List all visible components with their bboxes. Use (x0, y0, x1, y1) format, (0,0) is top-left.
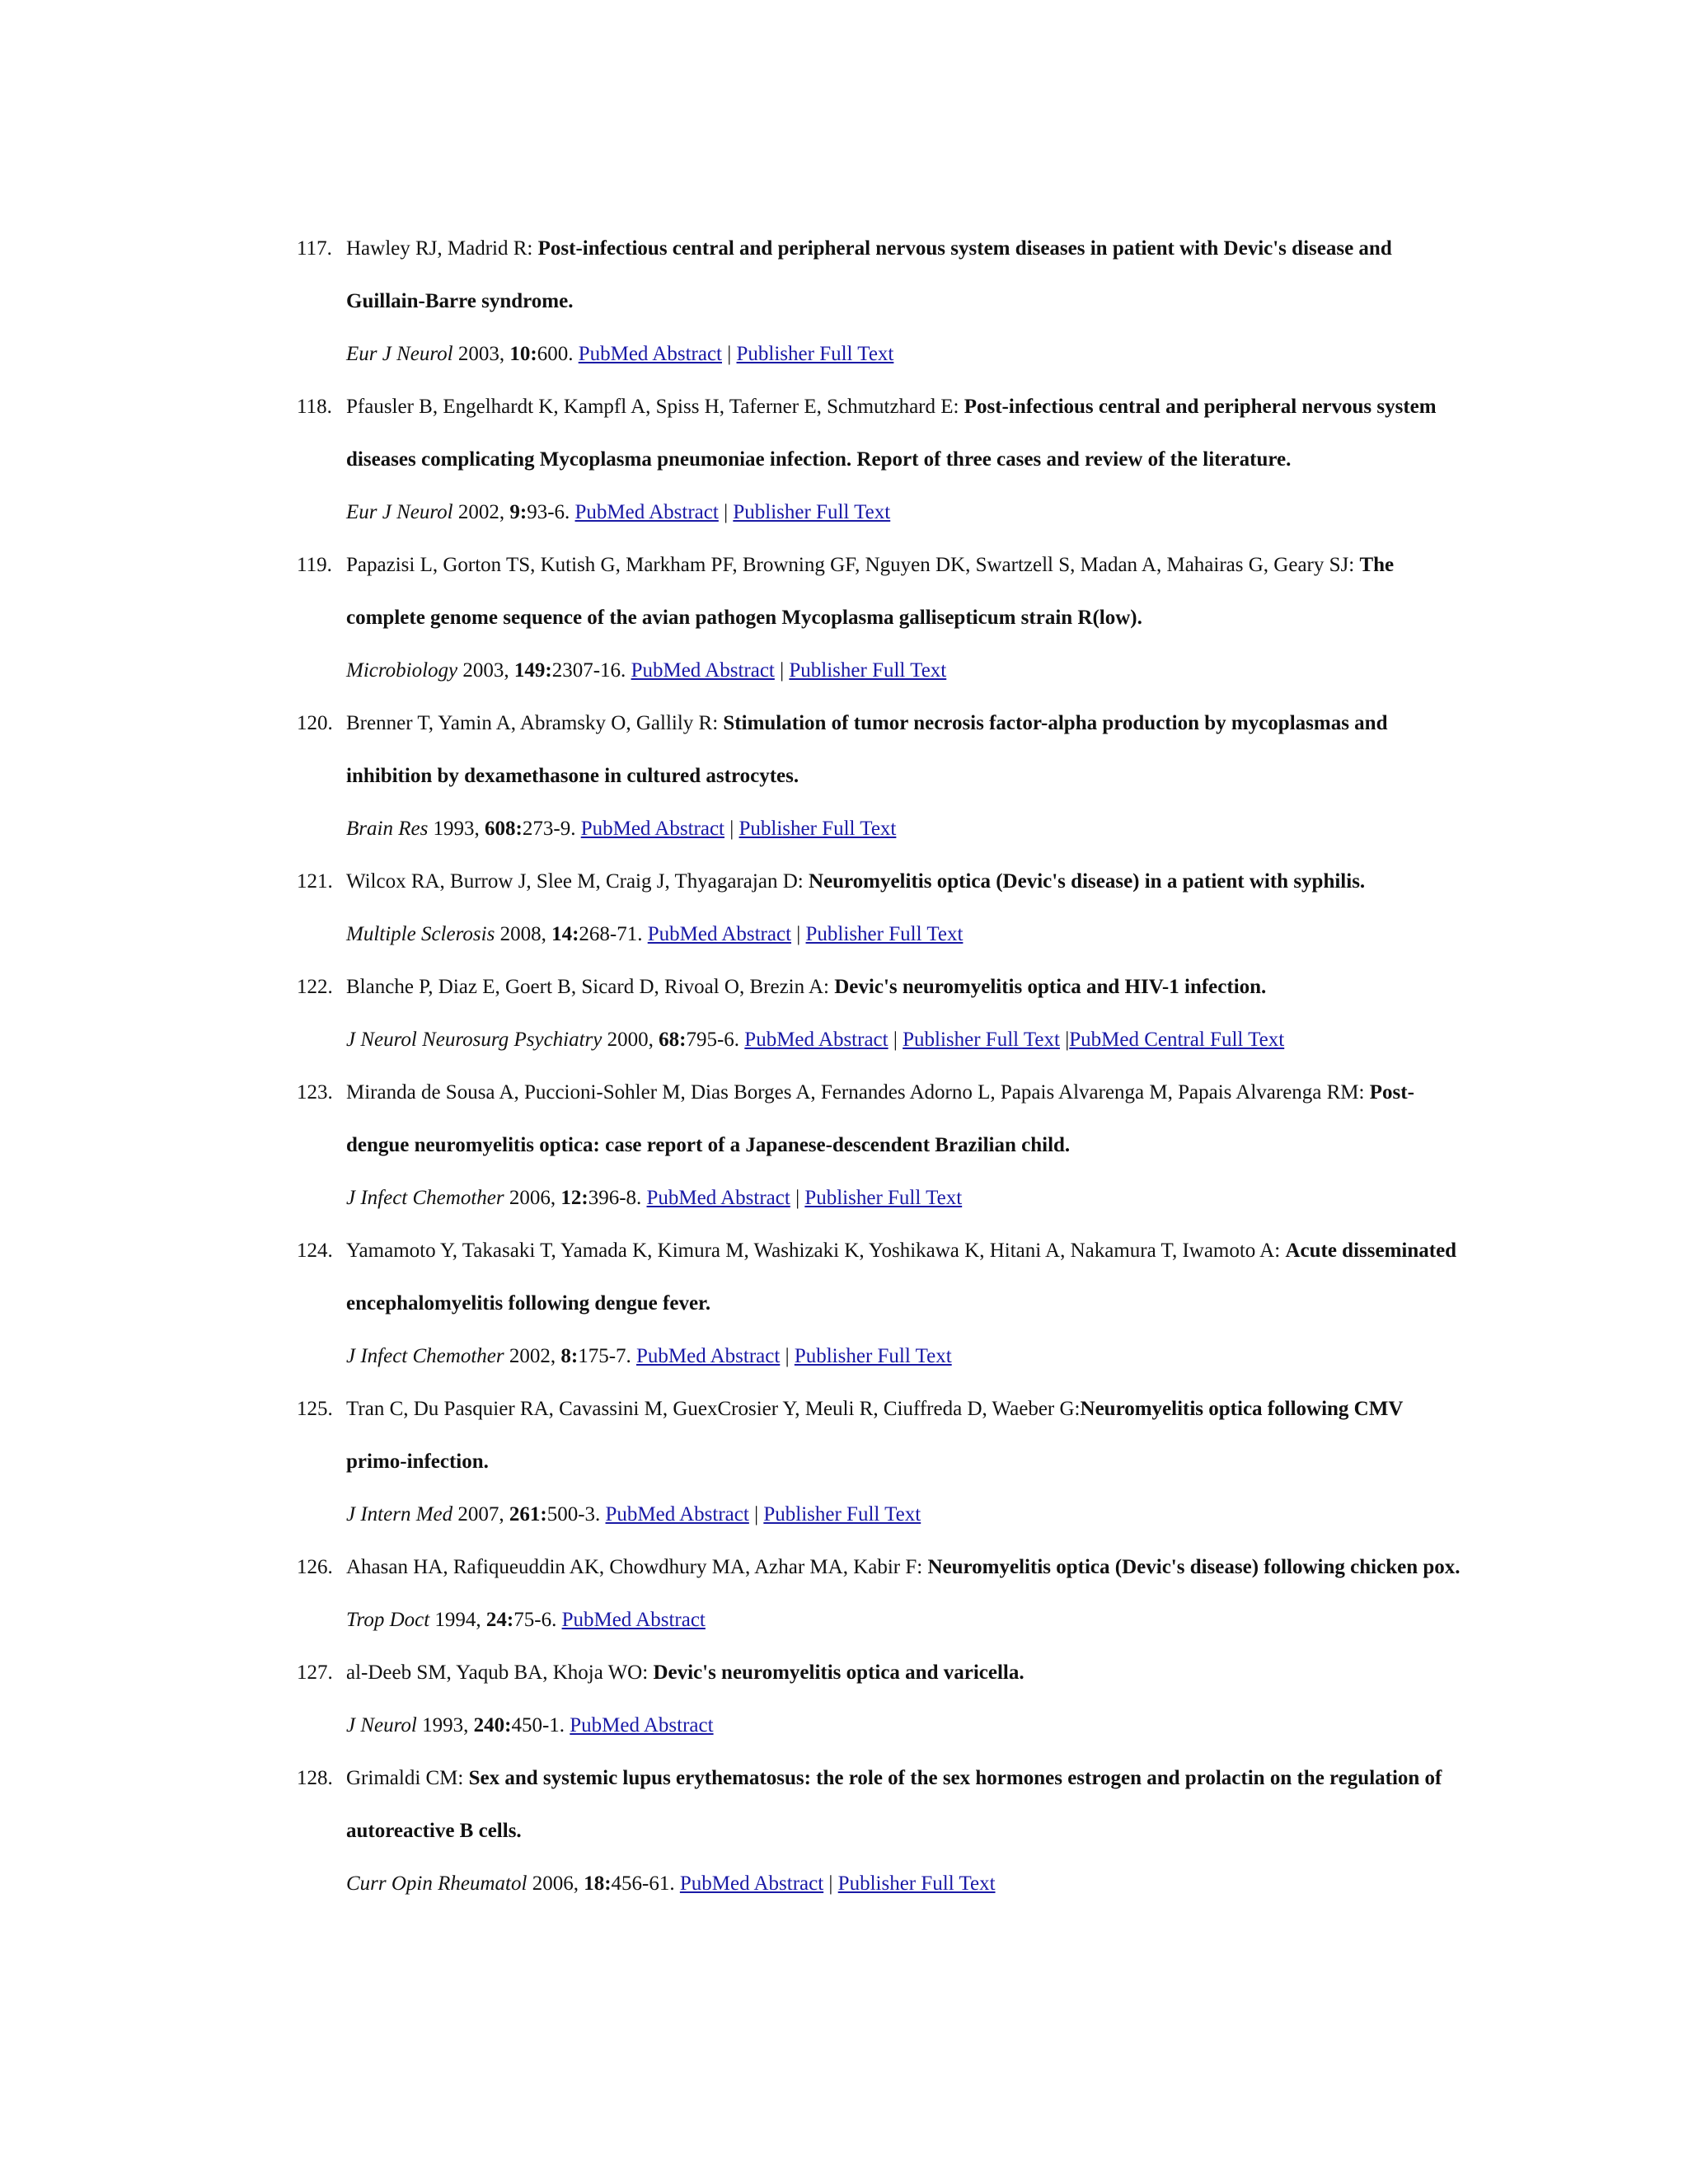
reference-citation (346, 381, 1467, 486)
page-range: 456-61. (611, 1872, 680, 1895)
reference-source (346, 1594, 1467, 1647)
reference-authors: Miranda de Sousa A, Puccioni-Sohler M, Dias Borges A, Fernandes Adorno L, Papais Alvarenga M, Papais Alvarenga RM: (346, 1081, 1370, 1104)
journal-name: Microbiology (346, 659, 458, 682)
link-separator: | (823, 1872, 838, 1895)
link-separator: | (780, 1345, 795, 1367)
reference-item (297, 855, 1467, 961)
reference-number: 128. (297, 1767, 333, 1789)
reference-title: Acute disseminated encephalomyelitis following dengue fever. (346, 1240, 1457, 1315)
publisher-full-text-link[interactable]: Publisher Full Text (794, 1345, 952, 1367)
page-range: 93-6. (527, 501, 575, 523)
journal-volume: 18: (584, 1872, 612, 1895)
pubmed-abstract-link[interactable]: PubMed Abstract (605, 1503, 749, 1526)
reference-citation (346, 539, 1467, 644)
pubmed-abstract-link[interactable]: PubMed Abstract (647, 923, 792, 945)
journal-volume: 608: (485, 818, 523, 840)
publication-year: 2003, (457, 659, 514, 682)
journal-volume: 9: (509, 501, 528, 523)
pubmed-abstract-link[interactable]: PubMed Abstract (631, 659, 775, 682)
page-range: 450-1. (511, 1714, 570, 1736)
publication-year: 2002, (452, 501, 510, 523)
link-separator: | (791, 923, 806, 945)
publication-year: 1993, (416, 1714, 474, 1736)
reference-item (297, 539, 1467, 697)
reference-item (297, 381, 1467, 539)
publisher-full-text-link[interactable]: Publisher Full Text (738, 818, 897, 840)
publication-year: 1993, (428, 818, 485, 840)
publisher-full-text-link[interactable]: Publisher Full Text (789, 659, 947, 682)
reference-number: 123. (297, 1081, 333, 1104)
pubmed-abstract-link[interactable]: PubMed Abstract (574, 501, 719, 523)
reference-citation (346, 1383, 1467, 1488)
journal-volume: 12: (560, 1187, 588, 1209)
reference-item (297, 1647, 1467, 1752)
journal-name: Eur J Neurol (346, 343, 453, 365)
reference-authors: Brenner T, Yamin A, Abramsky O, Gallily R: (346, 712, 724, 734)
link-separator: | (888, 1029, 903, 1051)
pubmed-abstract-link[interactable]: PubMed Abstract (744, 1029, 889, 1051)
link-separator: | (1059, 1029, 1070, 1051)
page-range: 273-9. (522, 818, 581, 840)
pubmed-abstract-link[interactable]: PubMed Abstract (679, 1872, 824, 1895)
reference-citation (346, 223, 1467, 328)
journal-volume: 24: (485, 1609, 514, 1631)
reference-item (297, 223, 1467, 381)
reference-authors: Tran C, Du Pasquier RA, Cavassini M, GuexCrosier Y, Meuli R, Ciuffreda D, Waeber G: (346, 1398, 1081, 1420)
reference-source (346, 1014, 1467, 1066)
reference-title: Post-dengue neuromyelitis optica: case report of a Japanese-descendent Brazilian child. (346, 1081, 1414, 1156)
reference-source (346, 1330, 1467, 1383)
link-separator: | (774, 659, 790, 682)
reference-number: 118. (297, 396, 332, 418)
pubmed-abstract-link[interactable]: PubMed Abstract (570, 1714, 714, 1736)
reference-item (297, 1066, 1467, 1225)
journal-name: Trop Doct (346, 1609, 430, 1631)
journal-name: J Neurol (346, 1714, 417, 1736)
reference-title: Stimulation of tumor necrosis factor-alpha production by mycoplasmas and inhibition by dexamethasone in cultured astrocytes. (346, 712, 1388, 787)
reference-citation (346, 697, 1467, 803)
journal-name: Eur J Neurol (346, 501, 453, 523)
reference-title: Neuromyelitis optica (Devic's disease) in a patient with syphilis. (808, 870, 1366, 893)
reference-source (346, 1858, 1467, 1910)
reference-title: Post-infectious central and peripheral nervous system diseases complicating Mycoplasma pneumoniae infection. Report of three cases and review of the literature. (346, 396, 1437, 471)
journal-name: Curr Opin Rheumatol (346, 1872, 528, 1895)
reference-title: Sex and systemic lupus erythematosus: the role of the sex hormones estrogen and prolactin on the regulation of autoreactive B cells. (346, 1767, 1442, 1842)
reference-citation (346, 1752, 1467, 1858)
pubmed-abstract-link[interactable]: PubMed Abstract (646, 1187, 790, 1209)
reference-number: 124. (297, 1240, 333, 1262)
reference-number: 120. (297, 712, 333, 734)
publication-year: 2006, (504, 1187, 561, 1209)
page-range: 75-6. (513, 1609, 562, 1631)
link-separator: | (790, 1187, 805, 1209)
reference-item (297, 697, 1467, 855)
page-range: 500-3. (546, 1503, 606, 1526)
reference-number: 122. (297, 976, 333, 998)
link-separator: | (722, 343, 737, 365)
publication-year: 2000, (602, 1029, 659, 1051)
reference-number: 117. (297, 237, 332, 260)
journal-name: J Neurol Neurosurg Psychiatry (346, 1029, 603, 1051)
journal-volume: 8: (560, 1345, 579, 1367)
publisher-full-text-link[interactable]: Publisher Full Text (733, 501, 891, 523)
reference-source (346, 908, 1467, 961)
journal-volume: 68: (659, 1029, 687, 1051)
reference-number: 119. (297, 554, 332, 576)
journal-volume: 10: (509, 343, 537, 365)
journal-volume: 14: (551, 923, 579, 945)
reference-citation (346, 1541, 1467, 1594)
journal-name: Multiple Sclerosis (346, 923, 495, 945)
pubmed-central-full-text-link[interactable]: PubMed Central Full Text (1069, 1029, 1285, 1051)
publication-year: 2002, (504, 1345, 561, 1367)
page-range: 600. (537, 343, 579, 365)
reference-citation (346, 855, 1467, 908)
reference-number: 125. (297, 1398, 333, 1420)
reference-citation (346, 1225, 1467, 1330)
reference-source (346, 1488, 1467, 1541)
pubmed-abstract-link[interactable]: PubMed Abstract (561, 1609, 706, 1631)
reference-item (297, 1752, 1467, 1910)
reference-source (346, 644, 1467, 697)
publication-year: 2007, (452, 1503, 509, 1526)
reference-authors: Papazisi L, Gorton TS, Kutish G, Markham PF, Browning GF, Nguyen DK, Swartzell S, Madan A, Mahairas G, Geary SJ: (346, 554, 1360, 576)
reference-number: 127. (297, 1661, 333, 1684)
publisher-full-text-link[interactable]: Publisher Full Text (804, 1187, 963, 1209)
reference-item (297, 1225, 1467, 1383)
journal-name: Brain Res (346, 818, 429, 840)
reference-title: Devic's neuromyelitis optica and varicella. (653, 1661, 1025, 1684)
reference-title: The complete genome sequence of the avian pathogen Mycoplasma gallisepticum strain R(low). (346, 554, 1395, 629)
reference-source (346, 803, 1467, 855)
reference-source (346, 486, 1467, 539)
reference-number: 121. (297, 870, 333, 893)
reference-title: Neuromyelitis optica (Devic's disease) following chicken pox. (927, 1556, 1461, 1578)
pubmed-abstract-link[interactable]: PubMed Abstract (580, 818, 724, 840)
page-range: 396-8. (588, 1187, 647, 1209)
publication-year: 2006, (527, 1872, 584, 1895)
page-range: 175-7. (578, 1345, 637, 1367)
link-separator: | (748, 1503, 764, 1526)
reference-authors: al-Deeb SM, Yaqub BA, Khoja WO: (346, 1661, 654, 1684)
publisher-full-text-link[interactable]: Publisher Full Text (903, 1029, 1060, 1051)
reference-title: Post-infectious central and peripheral nervous system diseases in patient with Devic's disease and Guillain-Barre syndrome. (346, 237, 1392, 312)
publication-year: 2003, (452, 343, 510, 365)
reference-item (297, 961, 1467, 1066)
publisher-full-text-link[interactable]: Publisher Full Text (805, 923, 964, 945)
reference-authors: Ahasan HA, Rafiqueuddin AK, Chowdhury MA, Azhar MA, Kabir F: (346, 1556, 928, 1578)
reference-source (346, 328, 1467, 381)
reference-list (297, 223, 1467, 1910)
link-separator: | (718, 501, 734, 523)
reference-citation (346, 1066, 1467, 1172)
reference-authors: Blanche P, Diaz E, Goert B, Sicard D, Rivoal O, Brezin A: (346, 976, 835, 998)
publisher-full-text-link[interactable]: Publisher Full Text (763, 1503, 921, 1526)
journal-volume: 149: (513, 659, 552, 682)
reference-item (297, 1383, 1467, 1541)
journal-volume: 261: (509, 1503, 547, 1526)
publisher-full-text-link[interactable]: Publisher Full Text (736, 343, 894, 365)
reference-title: Neuromyelitis optica following CMV primo-infection. (346, 1398, 1403, 1473)
pubmed-abstract-link[interactable]: PubMed Abstract (578, 343, 722, 365)
journal-name: J Infect Chemother (346, 1345, 504, 1367)
reference-source (346, 1172, 1467, 1225)
reference-authors: Pfausler B, Engelhardt K, Kampfl A, Spiss H, Taferner E, Schmutzhard E: (346, 396, 964, 418)
reference-title: Devic's neuromyelitis optica and HIV-1 infection. (834, 976, 1267, 998)
reference-citation (346, 1647, 1467, 1699)
reference-item (297, 1541, 1467, 1647)
publisher-full-text-link[interactable]: Publisher Full Text (837, 1872, 996, 1895)
publication-year: 2008, (495, 923, 552, 945)
reference-authors: Hawley RJ, Madrid R: (346, 237, 538, 260)
pubmed-abstract-link[interactable]: PubMed Abstract (636, 1345, 781, 1367)
page-range: 2307-16. (551, 659, 631, 682)
journal-name: J Intern Med (346, 1503, 453, 1526)
journal-name: J Infect Chemother (346, 1187, 504, 1209)
journal-volume: 240: (473, 1714, 512, 1736)
reference-source (346, 1699, 1467, 1752)
reference-number: 126. (297, 1556, 333, 1578)
reference-authors: Grimaldi CM: (346, 1767, 469, 1789)
reference-citation (346, 961, 1467, 1014)
link-separator: | (724, 818, 739, 840)
reference-authors: Wilcox RA, Burrow J, Slee M, Craig J, Thyagarajan D: (346, 870, 809, 893)
page-range: 795-6. (686, 1029, 745, 1051)
publication-year: 1994, (429, 1609, 486, 1631)
page-range: 268-71. (579, 923, 648, 945)
reference-authors: Yamamoto Y, Takasaki T, Yamada K, Kimura M, Washizaki K, Yoshikawa K, Hitani A, Nakamura T, Iwamoto A: (346, 1240, 1286, 1262)
